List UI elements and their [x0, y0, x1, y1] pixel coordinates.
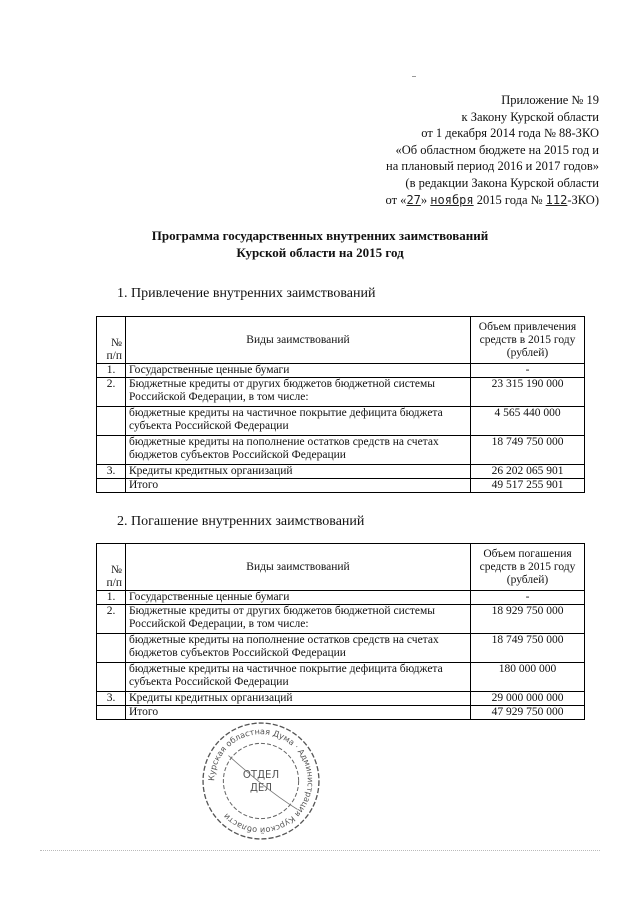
- handwritten-month: ноября: [430, 192, 474, 207]
- row-number-cell: [97, 479, 126, 493]
- table-body: [97, 591, 585, 720]
- revision-line: от «27» ноября 2015 года № 112-ЗКО): [385, 192, 599, 207]
- stamp-center-line: ДЕЛ: [250, 783, 272, 795]
- table-header-row: [97, 544, 585, 591]
- row-type-cell: Кредиты кредитных организаций: [126, 692, 471, 706]
- handwritten-day: 27: [406, 192, 421, 207]
- section-heading-repayment: 2. Погашение внутренних заимствований: [117, 514, 365, 529]
- table-header-row: [97, 317, 585, 364]
- row-number-cell: 3.: [97, 465, 126, 479]
- header-line: к Закону Курской области: [461, 109, 599, 124]
- row-number-cell: [97, 663, 126, 692]
- header-line: на плановый период 2016 и 2017 годов»: [386, 159, 599, 174]
- stamp-center-line: ОТДЕЛ: [242, 769, 280, 781]
- row-type-cell: Государственные ценные бумаги: [126, 591, 471, 605]
- stamp-ring-text: Курская областная Дума · Администрация Курской области: [206, 726, 316, 836]
- table-row: [97, 706, 585, 720]
- table-row: [97, 407, 585, 436]
- header-line: «Об областном бюджете на 2015 год и: [395, 142, 599, 157]
- column-header-amount: Объем погашения средств в 2015 году (рублей): [471, 544, 585, 591]
- row-number-cell: [97, 634, 126, 663]
- header-line: от 1 декабря 2014 года № 88-ЗКО: [421, 126, 599, 141]
- official-stamp: [200, 720, 322, 842]
- row-number-cell: 2.: [97, 605, 126, 634]
- row-amount-cell: 18 749 750 000: [471, 634, 585, 663]
- row-type-cell: бюджетные кредиты на пополнение остатков средств на счетах бюджетов субъектов Российской Федерации: [126, 436, 471, 465]
- row-number-cell: [97, 706, 126, 720]
- column-header-type: Виды заимствований: [126, 544, 471, 591]
- row-amount-cell: -: [471, 591, 585, 605]
- row-type-cell: Итого: [126, 479, 471, 493]
- scan-mark: [412, 76, 416, 77]
- row-type-cell: Бюджетные кредиты от других бюджетов бюджетной системы Российской Федерации, в том числе:: [126, 605, 471, 634]
- table-body: [97, 364, 585, 493]
- row-type-cell: Бюджетные кредиты от других бюджетов бюджетной системы Российской Федерации, в том числе:: [126, 378, 471, 407]
- row-amount-cell: 180 000 000: [471, 663, 585, 692]
- section-heading-borrowing: 1. Привлечение внутренних заимствований: [117, 286, 376, 301]
- row-type-cell: Итого: [126, 706, 471, 720]
- row-number-cell: 3.: [97, 692, 126, 706]
- table-row: [97, 634, 585, 663]
- table-row: [97, 479, 585, 493]
- row-amount-cell: 23 315 190 000: [471, 378, 585, 407]
- row-type-cell: бюджетные кредиты на частичное покрытие дефицита бюджета субъекта Российской Федерации: [126, 407, 471, 436]
- header-line: Приложение № 19: [501, 93, 599, 107]
- table-row: [97, 378, 585, 407]
- row-type-cell: бюджетные кредиты на пополнение остатков средств на счетах бюджетов субъектов Российской Федерации: [126, 634, 471, 663]
- row-type-cell: бюджетные кредиты на частичное покрытие дефицита бюджета субъекта Российской Федерации: [126, 663, 471, 692]
- row-number-cell: [97, 407, 126, 436]
- row-number-cell: 1.: [97, 364, 126, 378]
- header-line: (в редакции Закона Курской области: [405, 175, 599, 190]
- scan-dotted-line: [40, 850, 600, 855]
- row-amount-cell: 18 929 750 000: [471, 605, 585, 634]
- table-row: [97, 692, 585, 706]
- table-row: [97, 436, 585, 465]
- row-amount-cell: 4 565 440 000: [471, 407, 585, 436]
- appendix-header: [299, 92, 599, 208]
- handwritten-number: 112: [545, 192, 568, 207]
- column-header-type: Виды заимствований: [126, 317, 471, 364]
- row-amount-cell: 49 517 255 901: [471, 479, 585, 493]
- table-row: [97, 663, 585, 692]
- table-row: [97, 591, 585, 605]
- row-type-cell: Кредиты кредитных организаций: [126, 465, 471, 479]
- column-header-num: № п/п: [97, 317, 126, 364]
- row-amount-cell: 47 929 750 000: [471, 706, 585, 720]
- table-row: [97, 605, 585, 634]
- repayment-table: [96, 543, 585, 720]
- table-row: [97, 465, 585, 479]
- row-number-cell: [97, 436, 126, 465]
- document-title: Программа государственных внутренних заимствований Курской области на 2015 год: [151, 228, 489, 260]
- column-header-num: № п/п: [97, 544, 126, 591]
- borrowing-table: [96, 316, 585, 493]
- column-header-amount: Объем привлечения средств в 2015 году (рублей): [471, 317, 585, 364]
- row-amount-cell: 26 202 065 901: [471, 465, 585, 479]
- row-type-cell: Государственные ценные бумаги: [126, 364, 471, 378]
- row-amount-cell: -: [471, 364, 585, 378]
- row-number-cell: 2.: [97, 378, 126, 407]
- row-amount-cell: 29 000 000 000: [471, 692, 585, 706]
- row-amount-cell: 18 749 750 000: [471, 436, 585, 465]
- row-number-cell: 1.: [97, 591, 126, 605]
- table-row: [97, 364, 585, 378]
